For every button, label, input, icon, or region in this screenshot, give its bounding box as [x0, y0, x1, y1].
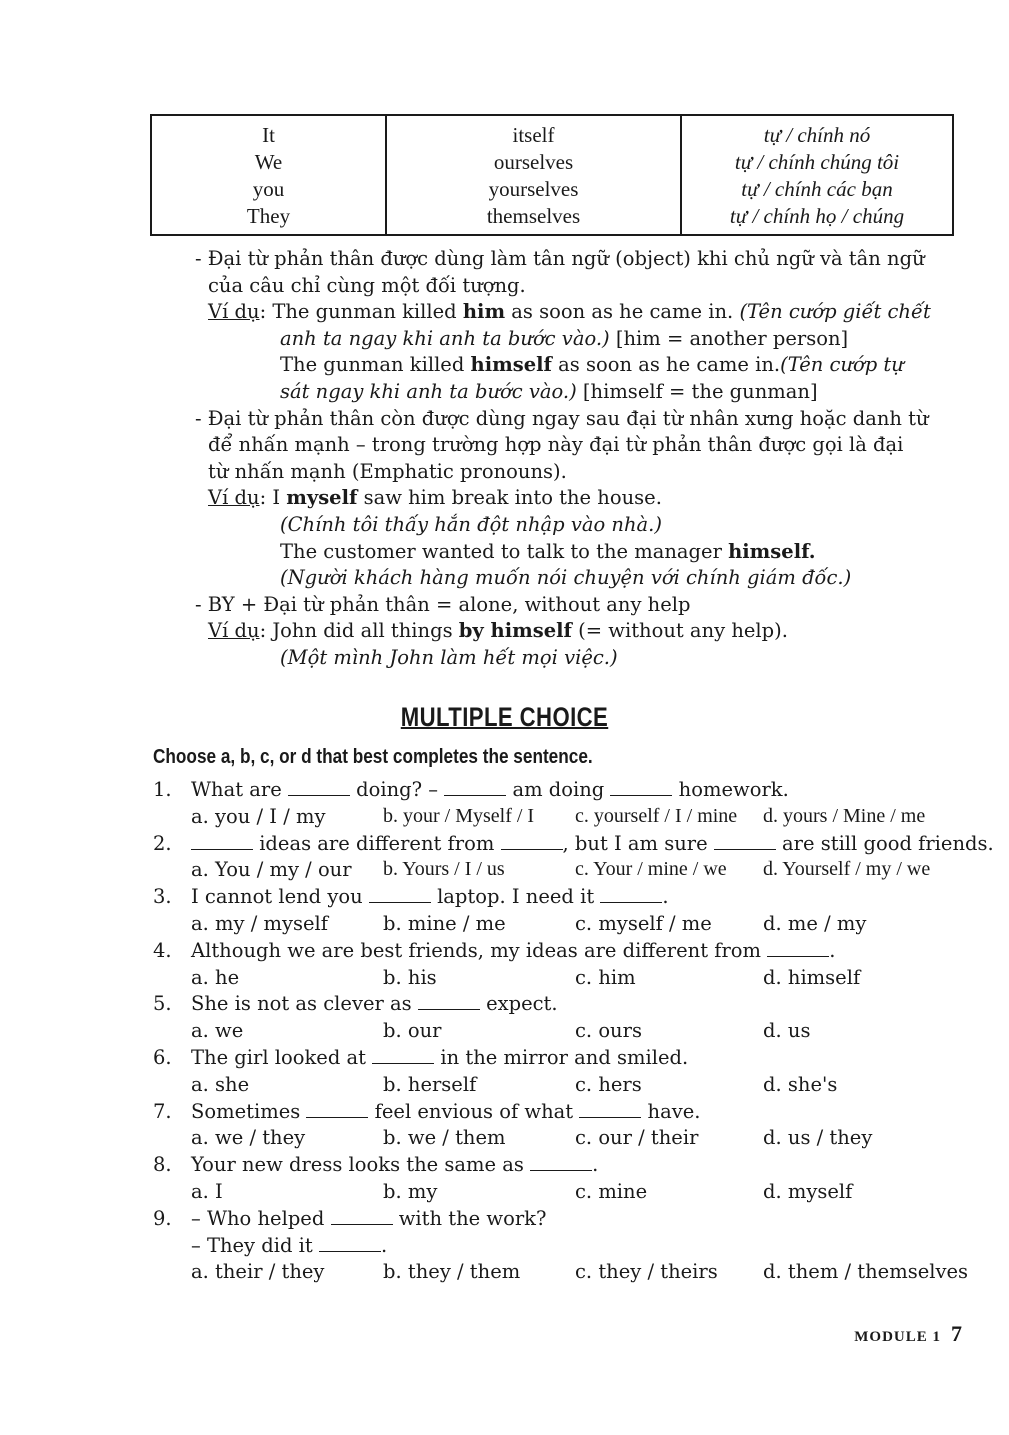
question-text: She is not as clever as expect. — [191, 992, 558, 1016]
option-a[interactable]: a. she — [191, 1072, 250, 1096]
question-text: What are doing? – am doing homework. — [191, 778, 789, 801]
question-text: ideas are different from , but I am sure are still good friends. — [191, 830, 994, 857]
option-b[interactable]: b. his — [383, 965, 437, 989]
question-number: 8. — [153, 1153, 172, 1177]
option-b[interactable]: b. my — [383, 1179, 438, 1203]
option-d[interactable]: d. us — [763, 1019, 811, 1043]
answer-blank[interactable] — [600, 885, 662, 903]
question-stem — [153, 1098, 968, 1125]
meaning-cell: tự / chính họ / chúng — [729, 204, 905, 228]
pronoun-cell: They — [246, 204, 291, 228]
option-a[interactable]: a. my / myself — [191, 911, 329, 935]
question-stem — [153, 1232, 968, 1259]
question-number: 9. — [153, 1206, 172, 1230]
option-d[interactable]: d. Yourself / my / we — [763, 858, 931, 881]
option-c[interactable]: c. hers — [575, 1072, 642, 1096]
answer-blank[interactable] — [306, 1100, 368, 1118]
answer-options — [153, 1258, 968, 1285]
answer-options — [153, 1124, 968, 1151]
option-c[interactable]: c. Your / mine / we — [575, 858, 727, 881]
option-d[interactable]: d. yours / Mine / me — [763, 804, 926, 827]
rule-text: - Đại từ phản thân được dùng làm tân ngữ (object) khi chủ ngữ và tân ngữ — [195, 247, 925, 270]
answer-blank[interactable] — [191, 832, 253, 850]
example-line: Ví dụ: I myself saw him break into the house. — [208, 486, 662, 510]
answer-blank[interactable] — [444, 778, 506, 796]
pronoun-column — [151, 115, 386, 235]
option-a[interactable]: a. their / they — [191, 1260, 325, 1284]
option-c[interactable]: c. him — [575, 965, 636, 989]
example-line: (Người khách hàng muốn nói chuyện với chính giám đốc.) — [280, 566, 852, 590]
pronoun-cell: It — [262, 123, 275, 147]
option-b[interactable]: b. they / them — [383, 1260, 521, 1284]
option-d[interactable]: d. himself — [763, 965, 861, 989]
answer-blank[interactable] — [369, 885, 431, 903]
answer-options — [153, 856, 968, 883]
question-stem — [153, 776, 968, 803]
reflexive-cell: themselves — [486, 204, 581, 228]
question-number: 7. — [153, 1099, 172, 1123]
grammar-notes — [195, 245, 960, 671]
question-text: I cannot lend you laptop. I need it . — [191, 885, 669, 909]
example-line: Ví dụ: The gunman killed him as soon as he came in. (Tên cướp giết chết — [208, 300, 931, 324]
option-d[interactable]: d. us / they — [763, 1126, 873, 1150]
option-a[interactable]: a. I — [191, 1179, 223, 1203]
rule-text: để nhấn mạnh – trong trường hợp này đại từ phản thân được gọi là đại — [208, 433, 904, 457]
answer-options — [153, 910, 968, 937]
answer-options — [153, 1071, 968, 1098]
question-number: 6. — [153, 1045, 172, 1069]
option-a[interactable]: a. You / my / our — [191, 858, 352, 882]
option-a[interactable]: a. he — [191, 965, 240, 989]
example-line: Ví dụ: John did all things by himself (= without any help). — [208, 619, 788, 643]
question-number: 2. — [153, 831, 172, 855]
page-footer — [854, 1320, 962, 1351]
question-stem — [153, 1151, 968, 1178]
option-a[interactable]: a. you / I / my — [191, 804, 326, 828]
answer-blank[interactable] — [288, 778, 350, 796]
example-label: Ví dụ — [208, 486, 260, 510]
reflexive-pronoun-table — [150, 114, 954, 236]
example-line: (Một mình John làm hết mọi việc.) — [280, 645, 618, 669]
question-text: – Who helped with the work? — [191, 1206, 547, 1230]
meaning-cell: tự / chính chúng tôi — [734, 150, 900, 174]
pronoun-cell: you — [252, 177, 285, 201]
question-number: 5. — [153, 992, 172, 1016]
reflexive-cell: itself — [512, 123, 555, 147]
option-d[interactable]: d. me / my — [763, 911, 867, 935]
question-stem — [153, 883, 968, 910]
answer-blank[interactable] — [579, 1100, 641, 1118]
option-c[interactable]: c. mine — [575, 1179, 648, 1203]
question-stem — [153, 830, 994, 857]
option-b[interactable]: b. our — [383, 1019, 442, 1043]
answer-options — [153, 1017, 968, 1044]
option-a[interactable]: a. we / they — [191, 1126, 306, 1150]
option-c[interactable]: c. myself / me — [575, 911, 712, 935]
example-line: The customer wanted to talk to the manager himself. — [280, 539, 816, 563]
option-c[interactable]: c. they / theirs — [575, 1260, 718, 1284]
rule-text: - Đại từ phản thân còn được dùng ngay sau đại từ nhân xưng hoặc danh từ — [195, 406, 929, 430]
answer-blank[interactable] — [714, 832, 776, 850]
question-number: 3. — [153, 885, 172, 909]
option-b[interactable]: b. your / Myself / I — [383, 804, 535, 827]
question-stem — [153, 1205, 968, 1232]
option-b[interactable]: b. we / them — [383, 1126, 506, 1150]
answer-blank[interactable] — [767, 939, 829, 957]
example-label: Ví dụ — [208, 619, 260, 643]
answer-blank[interactable] — [331, 1207, 393, 1225]
reflexive-cell: yourselves — [488, 177, 579, 201]
option-d[interactable]: d. she's — [763, 1072, 838, 1096]
option-d[interactable]: d. myself — [763, 1179, 853, 1203]
question-text: Sometimes feel envious of what have. — [191, 1099, 701, 1123]
option-b[interactable]: b. mine / me — [383, 911, 506, 935]
answer-options — [153, 964, 968, 991]
answer-blank[interactable] — [610, 778, 672, 796]
option-d[interactable]: d. them / themselves — [763, 1260, 969, 1284]
example-line: (Chính tôi thấy hắn đột nhập vào nhà.) — [280, 512, 662, 536]
example-line: The gunman killed himself as soon as he came in.(Tên cướp tự — [280, 353, 904, 377]
meaning-column — [681, 115, 953, 235]
question-text: Although we are best friends, my ideas are different from . — [191, 938, 836, 962]
option-c[interactable]: c. yourself / I / mine — [575, 804, 738, 827]
question-stem — [153, 990, 968, 1017]
section-title: MULTIPLE CHOICE — [400, 702, 609, 732]
answer-blank[interactable] — [319, 1234, 381, 1252]
pronoun-cell: We — [254, 150, 283, 174]
rule-text: - BY + Đại từ phản thân = alone, without any help — [195, 592, 691, 616]
page-number: 7 — [951, 1321, 962, 1346]
meaning-cell: tự / chính nó — [763, 123, 871, 147]
example-line: sát ngay khi anh ta bước vào.) [himself = the gunman] — [280, 379, 818, 403]
example-line: anh ta ngay khi anh ta bước vào.) [him = another person] — [280, 326, 849, 350]
option-c[interactable]: c. ours — [575, 1019, 642, 1043]
question-number: 4. — [153, 938, 172, 962]
option-a[interactable]: a. we — [191, 1019, 244, 1043]
answer-options — [153, 1178, 968, 1205]
answer-options — [153, 803, 968, 830]
answer-blank[interactable] — [372, 1046, 434, 1064]
question-stem — [153, 937, 968, 964]
question-number: 1. — [153, 778, 172, 801]
question-text: Your new dress looks the same as . — [191, 1153, 599, 1177]
rule-text: từ nhấn mạnh (Emphatic pronouns). — [208, 459, 567, 483]
question-stem — [153, 1044, 968, 1071]
rule-text: của câu chỉ cùng một đối tượng. — [208, 273, 526, 297]
question-text: – They did it . — [191, 1233, 388, 1257]
reflexive-cell: ourselves — [493, 150, 574, 174]
answer-blank[interactable] — [418, 992, 480, 1010]
option-b[interactable]: b. herself — [383, 1072, 477, 1096]
module-label: MODULE 1 — [854, 1329, 941, 1345]
example-label: Ví dụ — [208, 300, 260, 324]
instruction: Choose a, b, c, or d that best completes the sentence. — [153, 746, 593, 768]
table-row — [151, 115, 953, 235]
question-text: The girl looked at in the mirror and smiled. — [191, 1045, 689, 1069]
answer-blank[interactable] — [530, 1153, 592, 1171]
option-c[interactable]: c. our / their — [575, 1126, 699, 1150]
answer-blank[interactable] — [501, 832, 563, 850]
option-b[interactable]: b. Yours / I / us — [383, 858, 505, 881]
meaning-cell: tự / chính các bạn — [741, 177, 893, 201]
reflexive-column — [386, 115, 681, 235]
question-list — [153, 776, 994, 1285]
